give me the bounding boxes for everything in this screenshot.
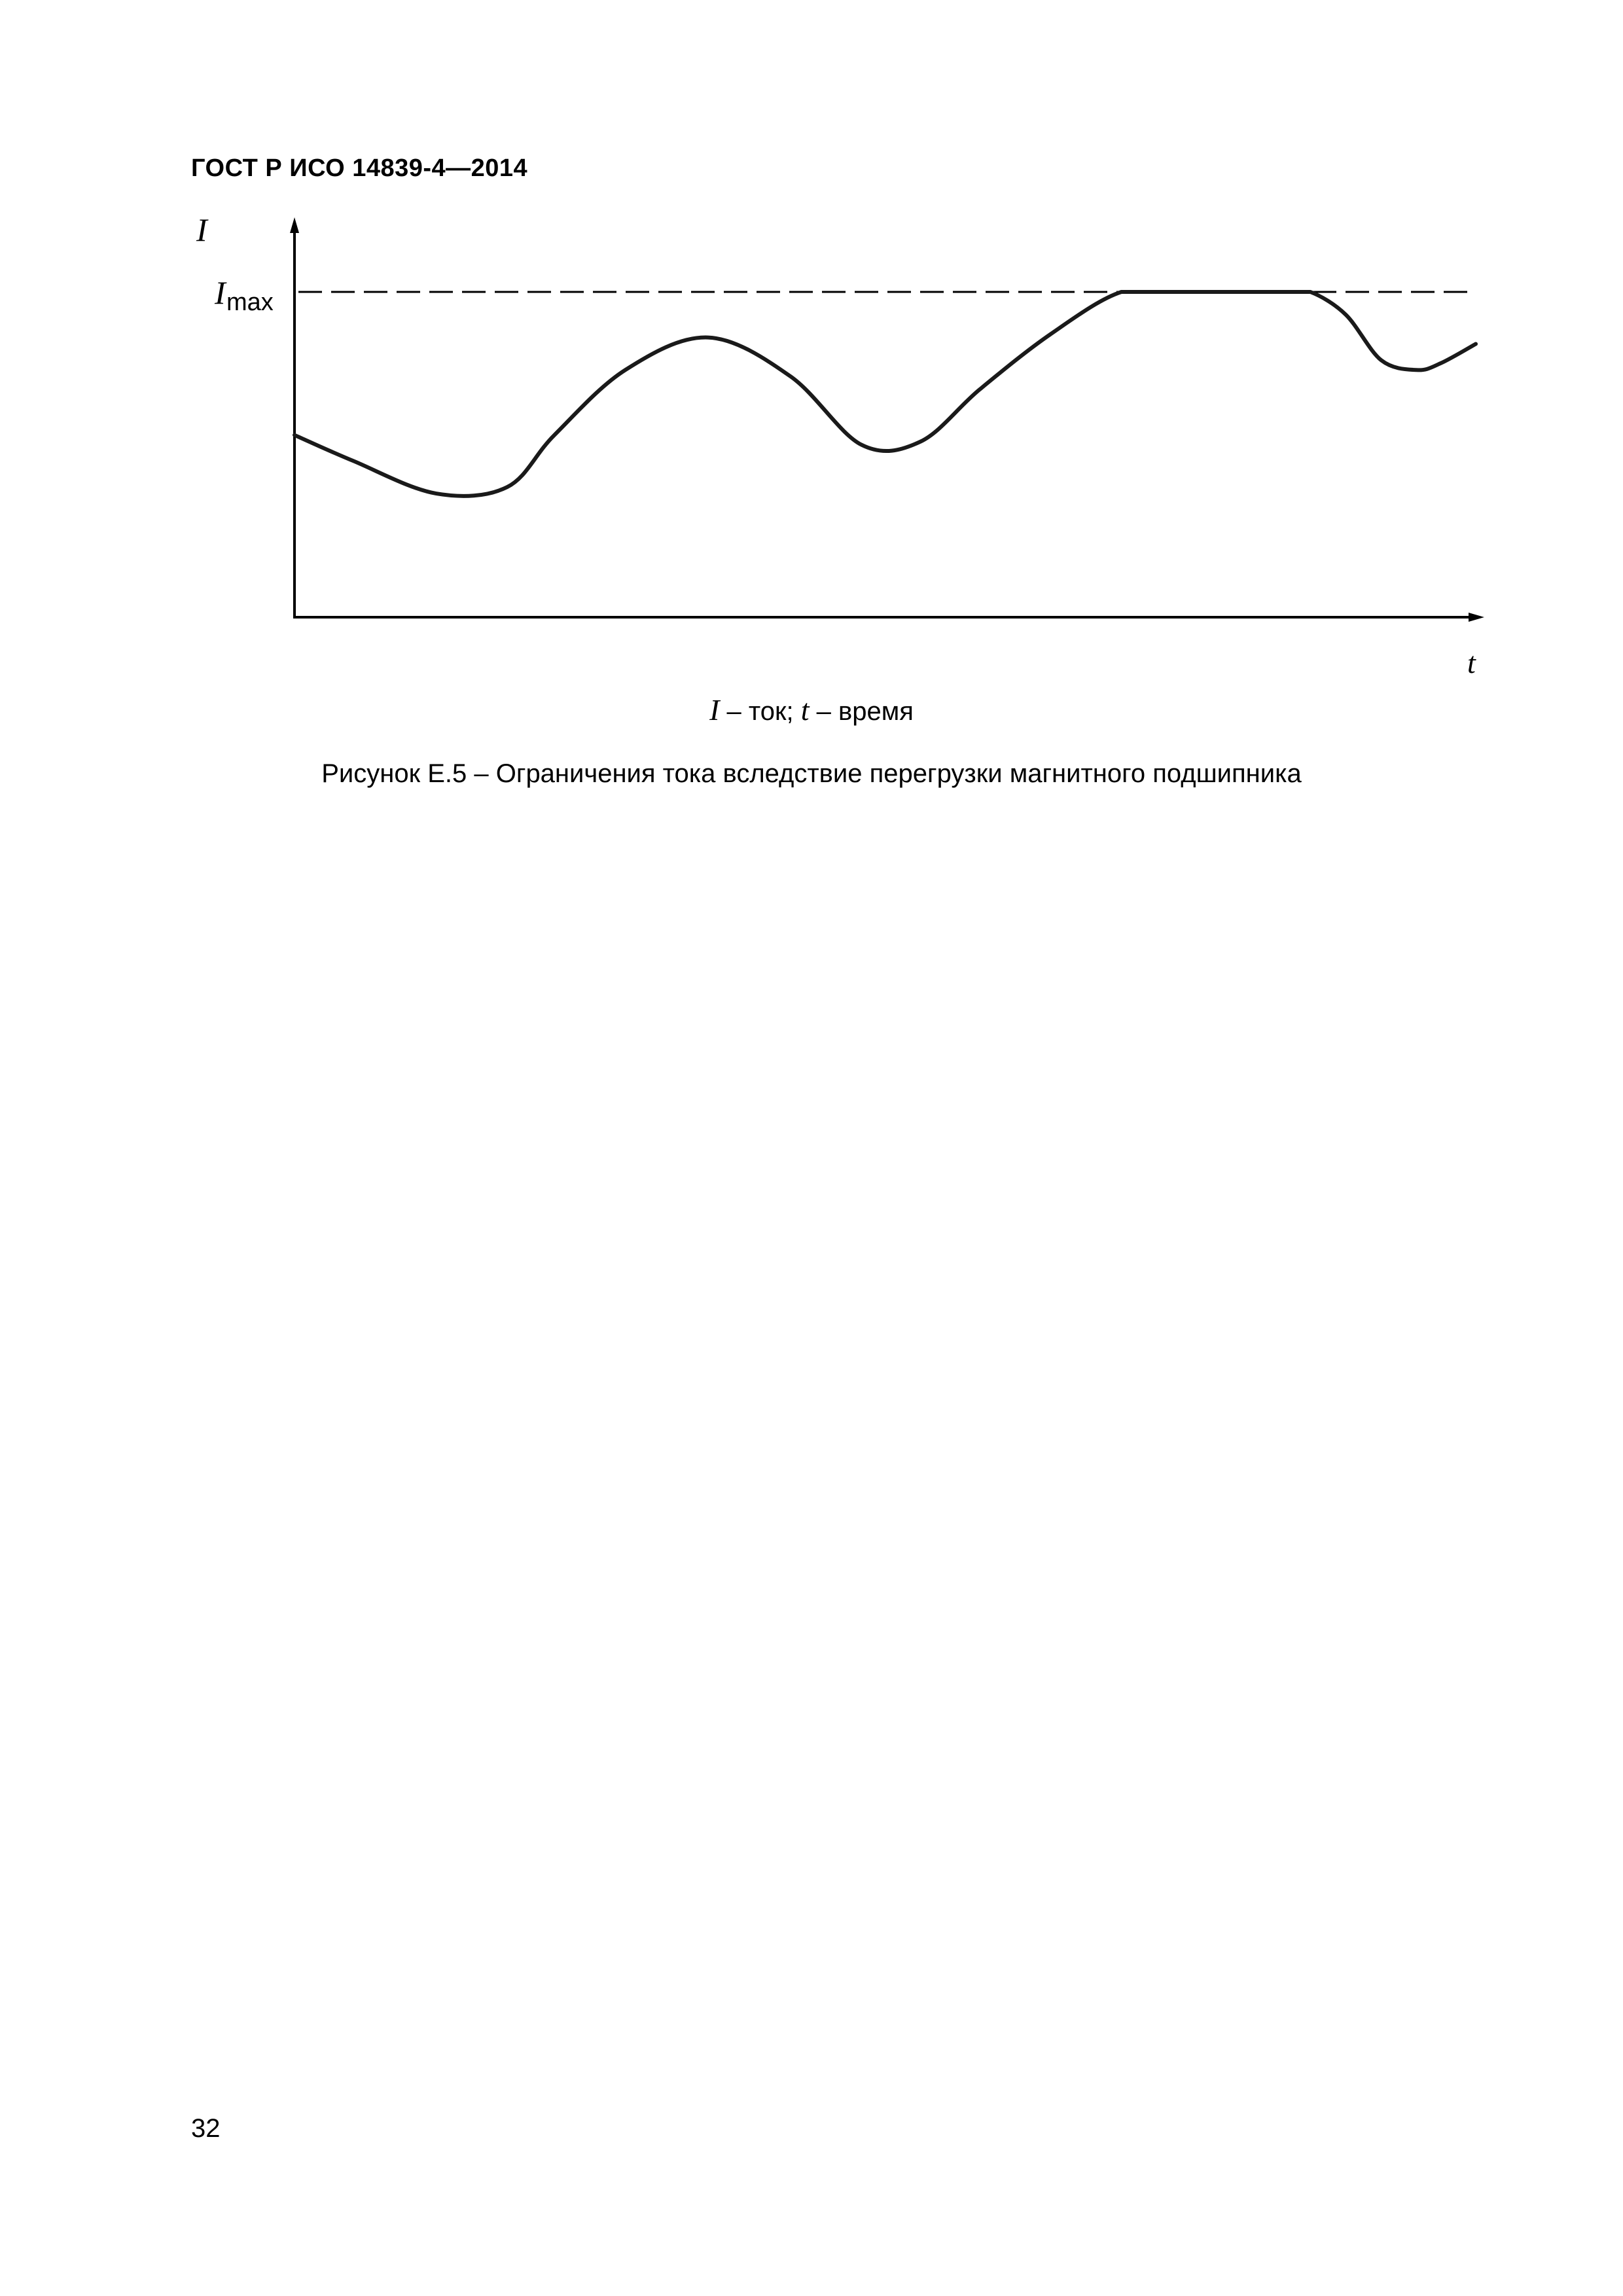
x-axis-symbol: t: [1467, 646, 1476, 679]
chart-axes: [290, 217, 1484, 622]
legend-i-symbol: I: [709, 693, 720, 726]
figure-legend: [0, 692, 1623, 727]
legend-t-text: – время: [809, 697, 914, 726]
limit-label-base: I: [215, 274, 226, 311]
y-axis-symbol: I: [196, 211, 207, 248]
x-axis-arrow: [1469, 613, 1484, 622]
figure-caption: Рисунок Е.5 – Ограничения тока вследствие перегрузки магнитного подшипника: [321, 759, 1302, 788]
legend-i-text: – ток;: [719, 697, 794, 726]
current-curve: [294, 292, 1476, 496]
legend-t-symbol: t: [800, 693, 810, 726]
document-header: ГОСТ Р ИСО 14839-4—2014: [191, 154, 528, 182]
limit-label: [214, 274, 274, 316]
y-axis-arrow: [290, 217, 299, 233]
page-number: 32: [191, 2114, 221, 2143]
current-limit-figure: [0, 0, 1623, 785]
limit-label-subscript: max: [226, 289, 274, 316]
